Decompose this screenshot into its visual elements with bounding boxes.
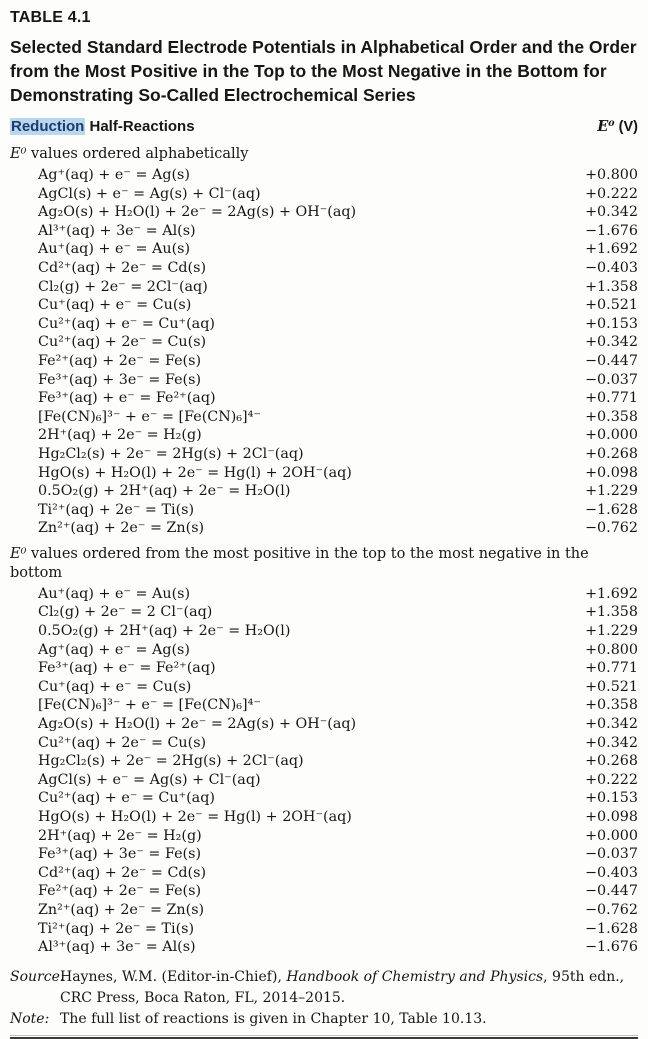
- potential-value: +0.358: [585, 697, 638, 714]
- reaction-cell: Ag⁺(aq) + e⁻ = Ag(s): [38, 167, 190, 183]
- reaction-cell: Cu²⁺(aq) + e⁻ = Cu⁺(aq): [38, 315, 215, 332]
- table-row: [10, 296, 638, 315]
- potential-value: −0.403: [585, 259, 638, 276]
- table-row: [10, 659, 638, 678]
- reaction-cell: HgO(s) + H₂O(l) + 2e⁻ = Hg(l) + 2OH⁻(aq): [38, 464, 352, 481]
- potential-value: −0.037: [585, 371, 638, 388]
- column-header-potential: [597, 118, 638, 135]
- table-row: [10, 789, 638, 808]
- table-number: TABLE 4.1: [10, 9, 91, 26]
- potential-value: +0.222: [585, 771, 638, 788]
- potential-value: −1.628: [585, 501, 638, 518]
- table-row: [10, 352, 638, 371]
- potential-value: +0.342: [585, 334, 638, 351]
- reaction-cell: 0.5O₂(g) + 2H⁺(aq) + 2e⁻ = H₂O(l): [38, 623, 291, 640]
- source-label: Source:: [10, 968, 65, 985]
- column-header-reactions-rest: Half-Reactions: [85, 118, 195, 135]
- table-row: [10, 938, 638, 957]
- reaction-cell: Cu⁺(aq) + e⁻ = Cu(s): [38, 678, 192, 695]
- reaction-cell: HgO(s) + H₂O(l) + 2e⁻ = Hg(l) + 2OH⁻(aq): [38, 809, 352, 825]
- table-row: [10, 585, 638, 604]
- potential-value: +0.098: [585, 464, 638, 481]
- section-heading: [10, 145, 638, 164]
- table-row: [10, 696, 638, 715]
- reaction-cell: 2H⁺(aq) + 2e⁻ = H₂(g): [38, 427, 202, 444]
- reaction-cell: Fe³⁺(aq) + 3e⁻ = Fe(s): [38, 371, 202, 388]
- reaction-cell: AgCl(s) + e⁻ = Ag(s) + Cl⁻(aq): [38, 185, 261, 202]
- reaction-cell: Cu²⁺(aq) + 2e⁻ = Cu(s): [38, 334, 207, 351]
- table-row: [10, 808, 638, 827]
- table-row: [10, 734, 638, 753]
- potential-value: −0.037: [585, 846, 638, 863]
- table-row: [10, 240, 638, 259]
- potential-value: +0.342: [585, 204, 638, 221]
- reaction-cell: Cd²⁺(aq) + 2e⁻ = Cd(s): [38, 259, 207, 276]
- table-row: [10, 501, 638, 520]
- table-footer: [10, 967, 638, 1030]
- reaction-cell: Al³⁺(aq) + 3e⁻ = Al(s): [38, 222, 196, 239]
- table-row: [10, 519, 638, 538]
- reaction-cell: Cd²⁺(aq) + 2e⁻ = Cd(s): [38, 864, 207, 881]
- reaction-cell: Al³⁺(aq) + 3e⁻ = Al(s): [38, 939, 196, 956]
- table-row: [10, 678, 638, 697]
- note-label: Note:: [10, 1010, 50, 1027]
- potential-value: +0.771: [585, 390, 638, 407]
- table-row: [10, 752, 638, 771]
- reaction-cell: Cu²⁺(aq) + e⁻ = Cu⁺(aq): [38, 790, 215, 807]
- table-row: [10, 920, 638, 939]
- potential-value: +0.268: [585, 753, 638, 770]
- table-row: [10, 641, 638, 660]
- table-bottom-rule: [10, 1035, 638, 1039]
- table-row: [10, 482, 638, 501]
- reaction-cell: Zn²⁺(aq) + 2e⁻ = Zn(s): [38, 901, 205, 918]
- potential-value: +0.521: [585, 297, 638, 314]
- table-row: [10, 827, 638, 846]
- table-row: [10, 371, 638, 390]
- table-row: [10, 333, 638, 352]
- reaction-cell: Hg₂Cl₂(s) + 2e⁻ = 2Hg(s) + 2Cl⁻(aq): [38, 445, 304, 462]
- source-book-title: Handbook of Chemistry and Physics: [286, 968, 544, 985]
- potential-value: −0.762: [585, 520, 638, 537]
- table-row: [10, 445, 638, 464]
- table-row: [10, 771, 638, 790]
- table-title: [10, 35, 638, 107]
- reaction-cell: Ag⁺(aq) + e⁻ = Ag(s): [38, 641, 190, 658]
- reaction-cell: Hg₂Cl₂(s) + 2e⁻ = 2Hg(s) + 2Cl⁻(aq): [38, 753, 304, 770]
- table-row: [10, 715, 638, 734]
- potential-value: +0.342: [585, 716, 638, 733]
- potential-value: +0.098: [585, 809, 638, 825]
- source-text-pre: Haynes, W.M. (Editor-in-Chief),: [60, 968, 287, 985]
- reaction-cell: Zn²⁺(aq) + 2e⁻ = Zn(s): [38, 520, 205, 537]
- note-line: [10, 1009, 638, 1030]
- table-row: [10, 603, 638, 622]
- source-text-post: , 95th edn., CRC Press, Boca Raton, FL, 2014–2015.: [60, 968, 625, 1006]
- highlighted-word: Reduction: [11, 118, 85, 135]
- potential-value: +0.153: [585, 315, 638, 332]
- potential-value: +0.153: [585, 790, 638, 807]
- e-symbol: E⁰: [10, 146, 27, 162]
- table-title-line: Demonstrating So-Called Electrochemical Series: [10, 85, 416, 105]
- reaction-cell: Ti²⁺(aq) + 2e⁻ = Ti(s): [38, 920, 195, 937]
- potential-value: −0.403: [585, 864, 638, 881]
- table-row: [10, 882, 638, 901]
- reaction-cell: Au⁺(aq) + e⁻ = Au(s): [38, 585, 191, 602]
- potential-value: +1.692: [585, 241, 638, 258]
- reaction-rows: [10, 166, 638, 538]
- potential-value: +0.342: [585, 734, 638, 751]
- potential-unit: (V): [614, 119, 638, 135]
- potential-value: +0.268: [585, 445, 638, 462]
- section-alphabetical: [10, 145, 638, 538]
- potential-value: −1.676: [585, 939, 638, 956]
- reaction-cell: Fe³⁺(aq) + 3e⁻ = Fe(s): [38, 846, 202, 863]
- source-line: [10, 967, 638, 1009]
- table-row: [10, 408, 638, 427]
- column-header-row: [10, 118, 638, 138]
- potential-value: +0.800: [585, 167, 638, 183]
- potential-value: +0.000: [585, 427, 638, 444]
- reaction-cell: 2H⁺(aq) + 2e⁻ = H₂(g): [38, 827, 202, 844]
- reaction-cell: Ag₂O(s) + H₂O(l) + 2e⁻ = 2Ag(s) + OH⁻(aq): [38, 716, 357, 733]
- reaction-cell: [Fe(CN)₆]³⁻ + e⁻ = [Fe(CN)₆]⁴⁻: [38, 408, 261, 425]
- table-title-line: from the Most Positive in the Top to the Most Negative in the Bottom for: [10, 61, 607, 81]
- potential-value: +0.771: [585, 660, 638, 677]
- reaction-cell: 0.5O₂(g) + 2H⁺(aq) + 2e⁻ = H₂O(l): [38, 483, 291, 500]
- reaction-rows: [10, 585, 638, 957]
- reaction-cell: AgCl(s) + e⁻ = Ag(s) + Cl⁻(aq): [38, 771, 261, 788]
- potential-value: −0.447: [585, 883, 638, 900]
- table-row: [10, 185, 638, 204]
- table-row: [10, 864, 638, 883]
- potential-value: +0.800: [585, 641, 638, 658]
- reaction-cell: [Fe(CN)₆]³⁻ + e⁻ = [Fe(CN)₆]⁴⁻: [38, 697, 261, 714]
- potential-value: +0.521: [585, 678, 638, 695]
- potential-value: +1.229: [585, 483, 638, 500]
- table-row: [10, 259, 638, 278]
- reaction-cell: Cl₂(g) + 2e⁻ = 2Cl⁻(aq): [38, 278, 208, 295]
- potential-value: +1.358: [585, 604, 638, 621]
- e-symbol: E⁰: [10, 545, 27, 562]
- potential-value: +1.692: [585, 585, 638, 602]
- reaction-cell: Fe³⁺(aq) + e⁻ = Fe²⁺(aq): [38, 390, 216, 407]
- table-row: [10, 622, 638, 641]
- table-row: [10, 426, 638, 445]
- e-symbol: E⁰: [597, 118, 615, 135]
- table-row: [10, 901, 638, 920]
- section-heading-text: values ordered alphabetically: [26, 146, 249, 162]
- rule-thin-line: [10, 1035, 638, 1036]
- potential-value: −1.676: [585, 222, 638, 239]
- table-title-line: Selected Standard Electrode Potentials in Alphabetical Order and the Order: [10, 37, 637, 57]
- reaction-cell: Ti²⁺(aq) + 2e⁻ = Ti(s): [38, 501, 195, 518]
- table-row: [10, 389, 638, 408]
- reaction-cell: Au⁺(aq) + e⁻ = Au(s): [38, 241, 191, 258]
- potential-value: +1.358: [585, 278, 638, 295]
- reaction-cell: Fe³⁺(aq) + e⁻ = Fe²⁺(aq): [38, 660, 216, 677]
- source-text: [60, 967, 638, 1009]
- table-row: [10, 166, 638, 185]
- table-row: [10, 845, 638, 864]
- note-text: The full list of reactions is given in Chapter 10, Table 10.13.: [60, 1010, 487, 1027]
- section-heading: [10, 545, 638, 583]
- potential-value: −1.628: [585, 920, 638, 937]
- potential-value: +0.000: [585, 827, 638, 844]
- section-ordered-by-potential: [10, 545, 638, 957]
- table-row: [10, 464, 638, 483]
- potential-value: +1.229: [585, 623, 638, 640]
- column-header-reactions: [10, 118, 195, 135]
- reaction-cell: Ag₂O(s) + H₂O(l) + 2e⁻ = 2Ag(s) + OH⁻(aq): [38, 204, 357, 221]
- reaction-cell: Fe²⁺(aq) + 2e⁻ = Fe(s): [38, 352, 202, 369]
- reaction-cell: Fe²⁺(aq) + 2e⁻ = Fe(s): [38, 883, 202, 900]
- table-row: [10, 278, 638, 297]
- table-row: [10, 222, 638, 241]
- potential-value: −0.762: [585, 901, 638, 918]
- potential-value: +0.222: [585, 185, 638, 202]
- reaction-cell: Cu²⁺(aq) + 2e⁻ = Cu(s): [38, 734, 207, 751]
- table-row: [10, 315, 638, 334]
- reaction-cell: Cu⁺(aq) + e⁻ = Cu(s): [38, 297, 192, 314]
- potential-value: +0.358: [585, 408, 638, 425]
- table-row: [10, 203, 638, 222]
- reaction-cell: Cl₂(g) + 2e⁻ = 2 Cl⁻(aq): [38, 604, 213, 621]
- potential-value: −0.447: [585, 352, 638, 369]
- section-heading-text: values ordered from the most positive in the top to the most negative in the bottom: [10, 545, 589, 581]
